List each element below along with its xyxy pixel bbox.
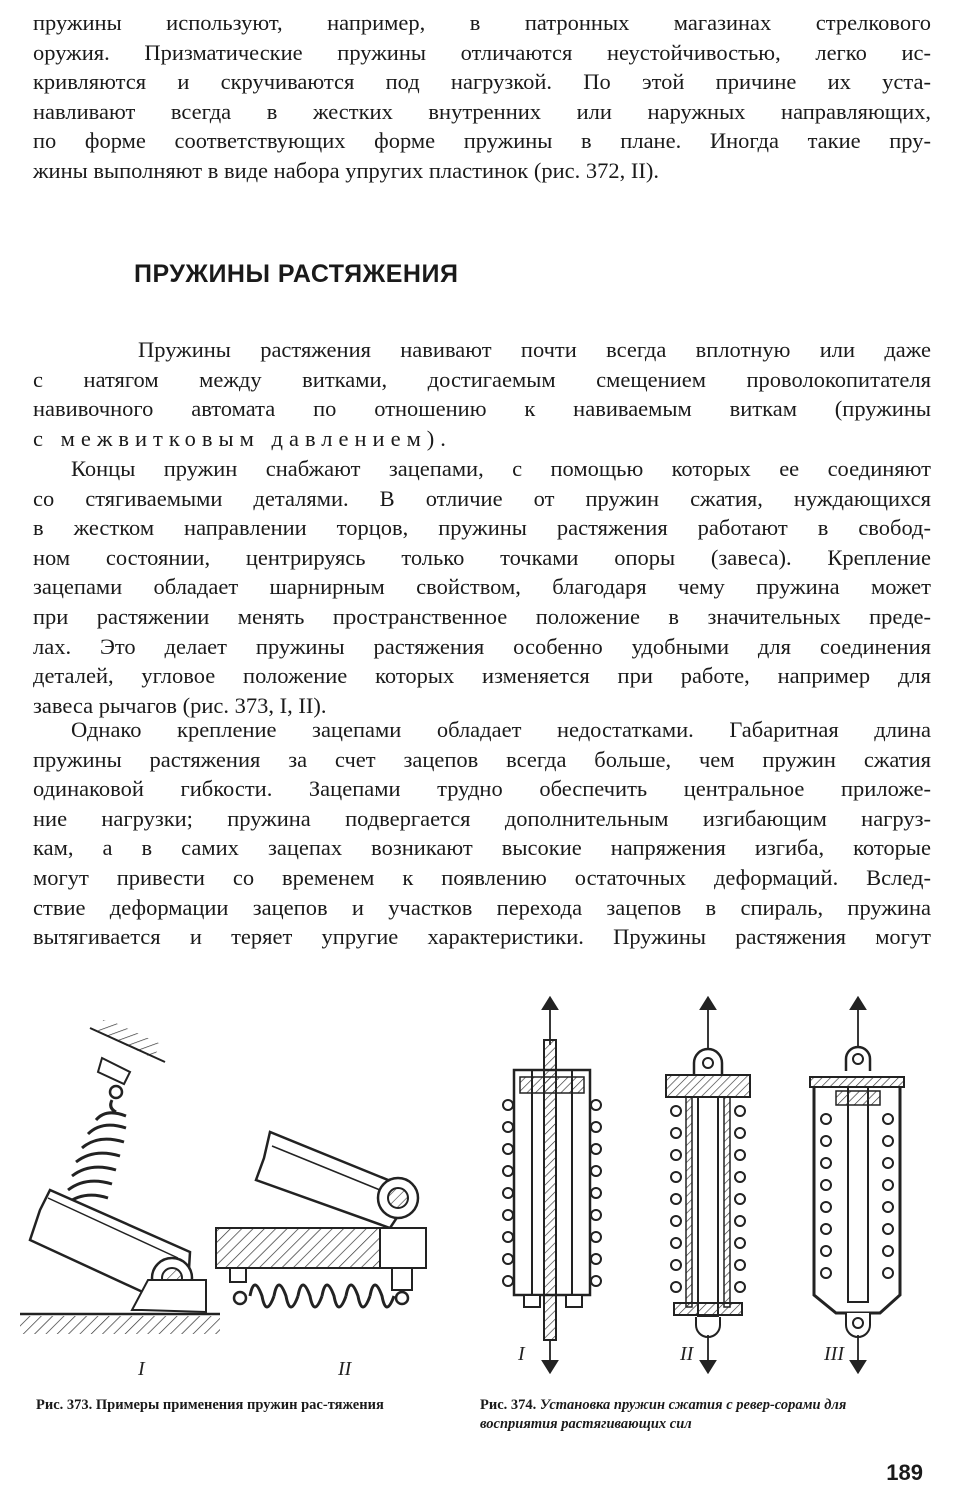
text-line: ствие деформации зацепов и участков перехода зацепов в спираль, пружина [33,894,931,920]
caption-number: Рис. 374. [480,1397,537,1413]
figure-374-caption [480,1396,920,1434]
fig373-label-I: I [138,1358,145,1380]
fig374-label-II: II [680,1343,694,1365]
text-line: одинаковой гибкости. Зацепами трудно обеспечить центральное приложе- [33,776,931,802]
fig373-label-II: II [338,1358,352,1380]
text-line: по форме соответствующих форме пружины в плане. Иногда такие пру- [33,128,931,154]
text-line: кам, а в самих зацепах возникают высокие напряжения изгиба, которые [33,835,931,861]
fig374-label-I: I [518,1343,525,1365]
text-line: Пружины растяжения навивают почти всегда вплотную или даже [138,337,931,362]
text-line: зацепами обладает шарнирным свойством, благодаря чему пружина может [33,574,931,600]
text-line: деталей, угловое положение которых изменяется при работе, например для [33,663,931,689]
section-title: ПРУЖИНЫ РАСТЯЖЕНИЯ [134,260,459,288]
text-line: со стягиваемыми деталями. В отличие от пружин сжатия, нуждающихся [33,485,931,511]
fig374-III-assembly [810,1003,904,1367]
text-line: с натягом между витками, достигаемым смещением проволокопитателя [33,366,931,392]
paragraph-3 [33,715,931,952]
text-line: при растяжении менять пространственное положение в значительных преде- [33,603,931,629]
text-line: могут привести со временем к появлению остаточных деформаций. Вслед- [33,864,931,890]
paragraph-2 [33,454,931,720]
text-line: навивочного автомата по отношению к навиваемым виткам (пружины [33,396,931,422]
figure-374-drawing [480,995,935,1380]
text-line: в жестком направлении торцов, пружины растяжения работают в свобод- [33,515,931,541]
text-line: пружины растяжения за счет зацепов всегда больше, чем пружин сжатия [33,746,931,772]
text-line: жины выполняют в виде набора упругих пластинок (рис. 372, II). [33,157,659,183]
caption-text: Установка пружин сжатия с ревер-сорами для восприятия растягивающих сил [480,1397,847,1432]
text-line: оружия. Призматические пружины отличаются неустойчивостью, легко ис- [33,39,931,65]
intro-paragraph [33,8,931,186]
text-line: лах. Это делает пружины растяжения особенно удобными для соединения [33,633,931,659]
fig374-label-III: III [824,1343,844,1365]
caption-text: Примеры применения пружин рас-тяжения [95,1397,384,1413]
text-line: пружины используют, например, в патронных магазинах стрелкового [33,10,931,35]
text-line: навливают всегда в жестких внутренних или наружных направляющих, [33,98,931,124]
text-line: завеса рычагов (рис. 373, I, II). [33,692,327,718]
caption-number: Рис. 373. [36,1397,93,1413]
text-line: с межвитковым давлением). [33,425,452,451]
paragraph-1 [33,335,931,453]
text-line: вытягивается и теряет упругие характеристики. Пружины растяжения могут [33,924,931,950]
text-line: Концы пружин снабжают зацепами, с помощью которых ее соединяют [71,456,931,481]
fig373-I-mechanism [20,1020,220,1380]
figure-373-caption [36,1396,446,1415]
text-line: кривляются и скручиваются под нагрузкой. По этой причине их уста- [33,69,931,95]
text-line: ном состоянии, центрируясь только точками опоры (завеса). Крепление [33,544,931,570]
fig374-I-assembly [503,1003,601,1367]
text-line: Однако крепление зацепами обладает недостатками. Габаритная длина [71,717,931,742]
page-number: 189 [886,1460,923,1485]
text-line: ние нагрузки; пружина подвергается дополнительным изгибающим нагруз- [33,805,931,831]
fig373-II-mechanism [216,1132,426,1380]
fig374-II-assembly [666,1003,750,1367]
figure-373-drawing [20,1020,440,1380]
